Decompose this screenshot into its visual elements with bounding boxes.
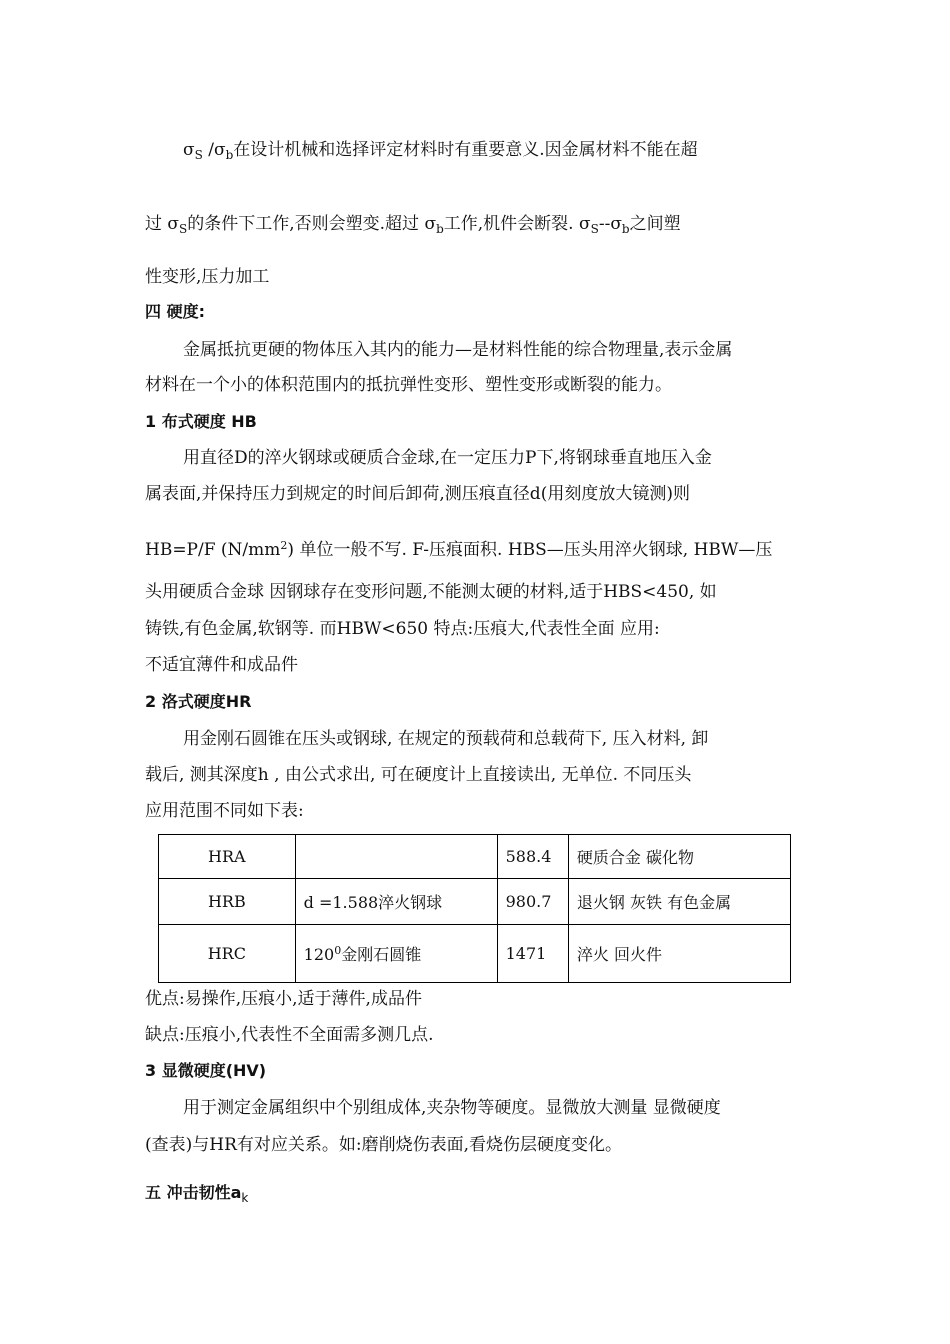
hardness-intro-line-1: 金属抵抗更硬的物体压入其内的能力—是材料性能的综合物理量,表示金属 — [183, 340, 733, 360]
load-cell: 588.4 — [497, 835, 568, 879]
scale-cell: HRA — [159, 835, 296, 879]
indenter-cell — [295, 835, 497, 879]
rockwell-line-2: 载后, 测其深度h , 由公式求出, 可在硬度计上直接读出, 无单位. 不同压头 — [145, 765, 692, 785]
strength-line-2: 过 $\sigma_S$的条件下工作,否则会塑变.超过 $\sigma_b$工作,机件会断裂. $\sigma_S--\sigma_b$之间塑 — [145, 214, 681, 236]
rockwell-heading: 2 洛式硬度HR — [145, 692, 252, 711]
application-cell: 淬火 回火件 — [568, 925, 790, 983]
section-4-heading: 四 硬度: — [145, 302, 205, 321]
scale-cell: HRC — [159, 925, 296, 983]
scale-cell: HRB — [159, 879, 296, 925]
brinell-line-3: HB=P/F $(N/mm^2)$ 单位一般不写. F-压痕面积. HBS—压头用淬火钢球, HBW—压 — [145, 539, 773, 560]
strength-line-1: $\sigma_S$ $/\sigma_b$在设计机械和选择评定材料时有重要意义.因金属材料不能在超 — [183, 140, 698, 162]
rockwell-scale-table — [158, 834, 791, 983]
application-cell: 退火钢 灰铁 有色金属 — [568, 879, 790, 925]
brinell-line-6: 不适宜薄件和成品件 — [145, 655, 298, 675]
vickers-line-1: 用于测定金属组织中个别组成体,夹杂物等硬度。显微放大测量 显微硬度 — [183, 1098, 721, 1118]
brinell-heading: 1 布式硬度 HB — [145, 412, 257, 431]
table-row — [159, 835, 791, 879]
strength-line-3: 性变形,压力加工 — [145, 267, 270, 287]
load-cell: 980.7 — [497, 879, 568, 925]
vickers-line-2: (查表)与HR有对应关系。如:磨削烧伤表面,看烧伤层硬度变化。 — [145, 1135, 623, 1155]
rockwell-cons: 缺点:压痕小,代表性不全面需多测几点. — [145, 1025, 434, 1045]
brinell-line-5: 铸铁,有色金属,软钢等. 而HBW<650 特点:压痕大,代表性全面 应用: — [145, 619, 660, 639]
brinell-line-2: 属表面,并保持压力到规定的时间后卸荷,测压痕直径d(用刻度放大镜测)则 — [145, 484, 690, 504]
hardness-intro-line-2: 材料在一个小的体积范围内的抵抗弹性变形、塑性变形或断裂的能力。 — [145, 375, 672, 395]
table-row — [159, 925, 791, 983]
rockwell-line-3: 应用范围不同如下表: — [145, 801, 304, 821]
indenter-cell: d =1.588淬火钢球 — [295, 879, 497, 925]
load-cell: 1471 — [497, 925, 568, 983]
table-row — [159, 879, 791, 925]
application-cell: 硬质合金 碳化物 — [568, 835, 790, 879]
rockwell-pros: 优点:易操作,压痕小,适于薄件,成品件 — [145, 989, 422, 1009]
vickers-heading: 3 显微硬度(HV) — [145, 1061, 267, 1080]
brinell-line-4: 头用硬质合金球 因钢球存在变形问题,不能测太硬的材料,适于HBS<450, 如 — [145, 582, 717, 602]
indenter-cell: $120^0$金刚石圆锥 — [295, 925, 497, 983]
brinell-line-1: 用直径D的淬火钢球或硬质合金球,在一定压力P下,将钢球垂直地压入金 — [183, 448, 712, 468]
section-5-heading: 五 冲击韧性$a_k$ — [145, 1183, 249, 1205]
rockwell-line-1: 用金刚石圆锥在压头或钢球, 在规定的预载荷和总载荷下, 压入材料, 卸 — [183, 729, 709, 749]
